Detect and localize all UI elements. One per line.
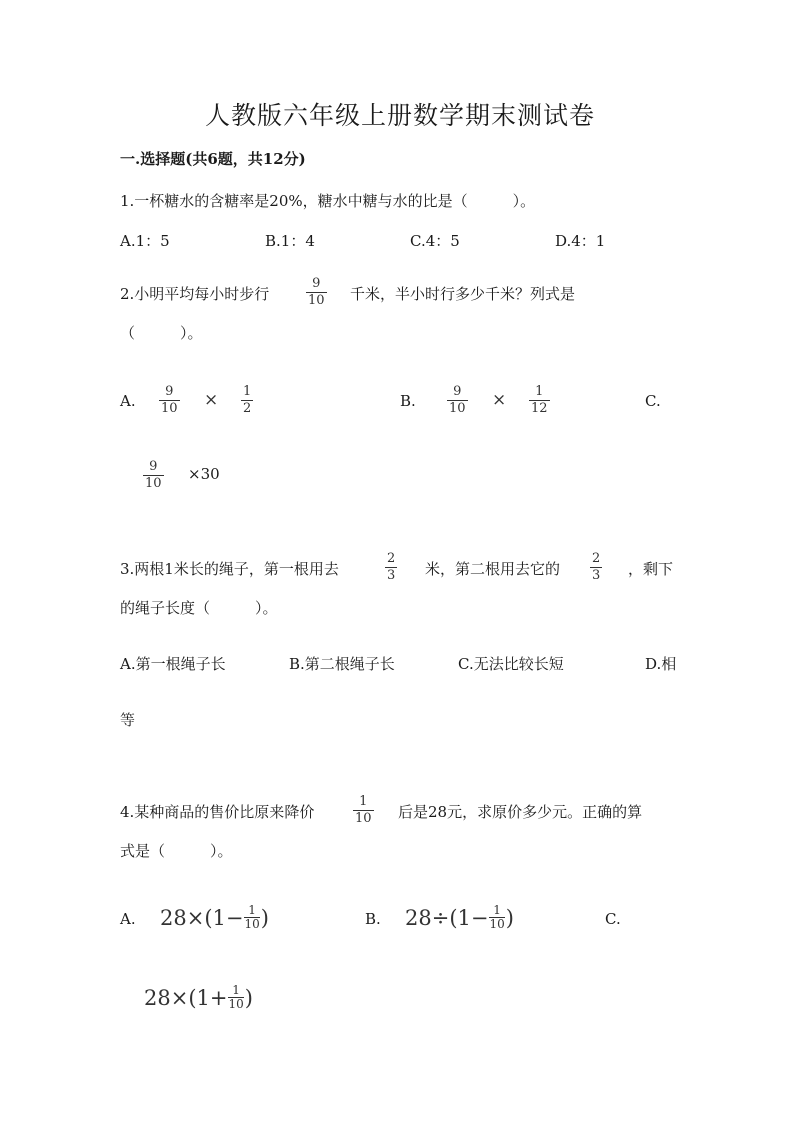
section-heading: 一.选择题(共6题，共12分) — [120, 150, 306, 168]
times-sign: × — [492, 390, 507, 410]
fraction-numerator: 9 — [165, 384, 174, 399]
question-4-option-c-label: C. — [605, 910, 621, 928]
question-4-option-a-expression — [160, 904, 269, 931]
fraction-numerator: 9 — [312, 276, 321, 291]
fraction-numerator: 2 — [387, 551, 396, 566]
fraction-denominator: 10 — [145, 476, 162, 491]
fraction-numerator: 2 — [592, 551, 601, 566]
expression-lead: 28÷(1− — [405, 905, 489, 930]
fraction-denominator: 10 — [244, 917, 260, 931]
fraction-denominator: 10 — [449, 401, 466, 416]
fraction-numerator: 9 — [149, 459, 158, 474]
fraction-numerator: 1 — [535, 384, 544, 399]
times-sign: × — [204, 390, 219, 410]
fraction-denominator: 3 — [592, 568, 601, 583]
fraction-denominator: 10 — [161, 401, 178, 416]
fraction-denominator: 3 — [387, 568, 396, 583]
expression-lead: 28×(1− — [160, 905, 244, 930]
question-2-option-a-fraction-1 — [159, 384, 180, 417]
question-3-option-c: C.无法比较长短 — [458, 655, 564, 673]
question-3-option-d: D.相 — [645, 655, 677, 673]
question-1-option-a: A.1：5 — [120, 232, 170, 250]
question-4-stem-line2: 式是（ ）。 — [120, 842, 233, 860]
fraction-denominator: 2 — [243, 401, 252, 416]
question-3-stem-middle: 米，第二根用去它的 — [425, 560, 561, 578]
question-2-option-a-label: A. — [120, 392, 136, 410]
question-3-stem-start: 3.两根1米长的绳子，第一根用去 — [120, 560, 339, 578]
question-3-stem-end: ，剩下 — [628, 560, 674, 578]
question-3-stem-line2: 的绳子长度（ ）。 — [120, 599, 278, 617]
question-2-stem-start: 2.小明平均每小时步行 — [120, 285, 270, 303]
question-2-option-c-label: C. — [645, 392, 661, 410]
question-1-stem: 1.一杯糖水的含糖率是20%，糖水中糖与水的比是（ ）。 — [120, 192, 536, 210]
question-1-option-b: B.1：4 — [265, 232, 315, 250]
question-2-fraction — [306, 276, 327, 309]
expression-tail: ) — [244, 985, 253, 1010]
fraction-denominator: 10 — [228, 997, 244, 1011]
fraction-denominator: 10 — [489, 917, 505, 931]
expression-tail: ) — [505, 905, 514, 930]
question-4-option-a-label: A. — [120, 910, 136, 928]
expression-tail: ) — [260, 905, 269, 930]
question-1-option-c: C.4：5 — [410, 232, 460, 250]
question-3-option-d-wrap: 等 — [120, 711, 136, 729]
question-4-stem-start: 4.某种商品的售价比原来降价 — [120, 803, 315, 821]
question-2-option-a-fraction-2 — [241, 384, 253, 417]
expression-fraction — [228, 984, 243, 1011]
question-4-option-b-label: B. — [365, 910, 381, 928]
question-3-option-b: B.第二根绳子长 — [289, 655, 395, 673]
expression-fraction — [489, 904, 504, 931]
question-2-option-b-fraction-2 — [529, 384, 550, 417]
question-4-stem-end: 后是28元，求原价多少元。正确的算 — [398, 803, 643, 821]
fraction-numerator: 1 — [248, 903, 256, 917]
question-2-stem-end: 千米，半小时行多少千米？列式是 — [350, 285, 576, 303]
question-3-fraction-1 — [385, 551, 397, 584]
question-2-stem-line2: （ ）。 — [120, 324, 203, 342]
fraction-denominator: 10 — [355, 811, 372, 826]
expression-fraction — [244, 904, 259, 931]
fraction-denominator: 10 — [308, 293, 325, 308]
fraction-numerator: 1 — [359, 794, 368, 809]
question-4-fraction — [353, 794, 374, 827]
question-4-option-b-expression — [405, 904, 514, 931]
question-2-option-c-fraction — [143, 459, 164, 492]
fraction-numerator: 1 — [243, 384, 252, 399]
fraction-numerator: 1 — [493, 903, 501, 917]
fraction-numerator: 1 — [232, 983, 240, 997]
expression-lead: 28×(1+ — [144, 985, 228, 1010]
page-title: 人教版六年级上册数学期末测试卷 — [204, 101, 595, 130]
question-4-option-c-expression — [144, 984, 253, 1011]
question-3-fraction-2 — [590, 551, 602, 584]
fraction-denominator: 12 — [531, 401, 548, 416]
question-3-option-a: A.第一根绳子长 — [120, 655, 226, 673]
fraction-numerator: 9 — [453, 384, 462, 399]
question-2-option-b-fraction-1 — [447, 384, 468, 417]
question-2-option-c-tail: ×30 — [188, 465, 220, 483]
question-1-option-d: D.4：1 — [555, 232, 606, 250]
question-2-option-b-label: B. — [400, 392, 416, 410]
